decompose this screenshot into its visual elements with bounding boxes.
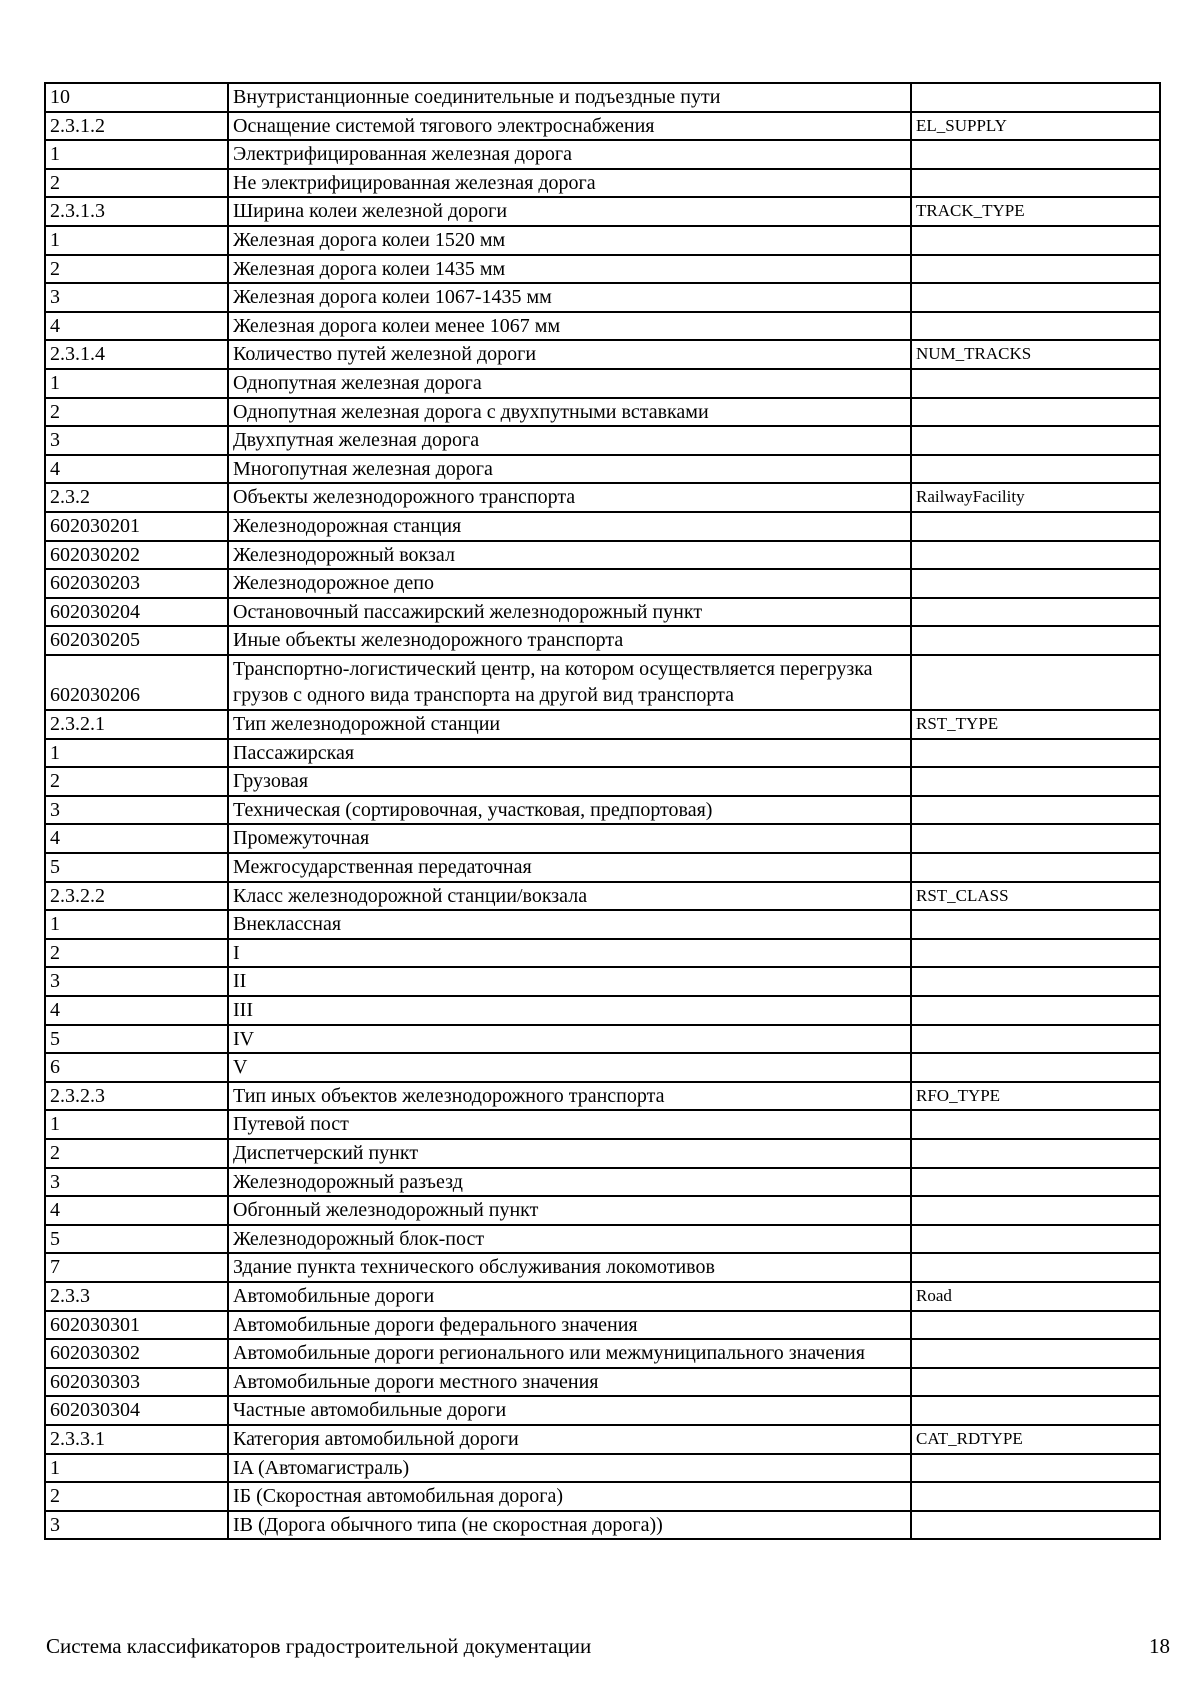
description-cell: Двухпутная железная дорога — [228, 426, 911, 455]
code-cell: 5 — [45, 1225, 228, 1254]
description-cell: IБ (Скоростная автомобильная дорога) — [228, 1482, 911, 1511]
code-cell: 3 — [45, 1511, 228, 1540]
attribute-cell — [911, 1454, 1160, 1483]
table-row — [45, 112, 1160, 141]
attribute-cell — [911, 1253, 1160, 1282]
description-cell: Межгосударственная передаточная — [228, 853, 911, 882]
table-row — [45, 140, 1160, 169]
code-cell: 602030301 — [45, 1311, 228, 1340]
table-row — [45, 483, 1160, 512]
code-cell: 1 — [45, 910, 228, 939]
table-row — [45, 796, 1160, 825]
description-cell: Железная дорога колеи 1067-1435 мм — [228, 283, 911, 312]
description-cell: Иные объекты железнодорожного транспорта — [228, 626, 911, 655]
attribute-cell — [911, 1311, 1160, 1340]
table-row — [45, 226, 1160, 255]
attribute-cell — [911, 853, 1160, 882]
table-row — [45, 1139, 1160, 1168]
description-cell: II — [228, 967, 911, 996]
attribute-cell — [911, 739, 1160, 768]
attribute-cell — [911, 967, 1160, 996]
table-row — [45, 1082, 1160, 1111]
table-row — [45, 767, 1160, 796]
description-cell: Остановочный пассажирский железнодорожный пункт — [228, 598, 911, 627]
code-cell: 3 — [45, 1168, 228, 1197]
attribute-cell: CAT_RDTYPE — [911, 1425, 1160, 1454]
code-cell: 2 — [45, 1482, 228, 1511]
table-row — [45, 1511, 1160, 1540]
table-row — [45, 169, 1160, 198]
table-row — [45, 1282, 1160, 1311]
code-cell: 2.3.2.3 — [45, 1082, 228, 1111]
attribute-cell — [911, 369, 1160, 398]
attribute-cell — [911, 1139, 1160, 1168]
description-cell: Железнодорожная станция — [228, 512, 911, 541]
code-cell: 7 — [45, 1253, 228, 1282]
table-row — [45, 197, 1160, 226]
description-cell: Транспортно-логистический центр, на котором осуществляется перегрузка грузов с одного вида транспорта на другой вид транспорта — [228, 655, 911, 710]
attribute-cell — [911, 1225, 1160, 1254]
table-row — [45, 283, 1160, 312]
attribute-cell — [911, 767, 1160, 796]
code-cell: 4 — [45, 312, 228, 341]
description-cell: Обгонный железнодорожный пункт — [228, 1196, 911, 1225]
table-row — [45, 369, 1160, 398]
table-row — [45, 882, 1160, 911]
attribute-cell — [911, 796, 1160, 825]
attribute-cell — [911, 939, 1160, 968]
code-cell: 2 — [45, 939, 228, 968]
attribute-cell — [911, 1396, 1160, 1425]
attribute-cell — [911, 1053, 1160, 1082]
attribute-cell: RFO_TYPE — [911, 1082, 1160, 1111]
table-row — [45, 939, 1160, 968]
code-cell: 1 — [45, 140, 228, 169]
code-cell: 2 — [45, 767, 228, 796]
table-row — [45, 1225, 1160, 1254]
table-row — [45, 655, 1160, 710]
attribute-cell — [911, 140, 1160, 169]
description-cell: Автомобильные дороги регионального или межмуниципального значения — [228, 1339, 911, 1368]
table-row — [45, 1311, 1160, 1340]
code-cell: 2.3.3 — [45, 1282, 228, 1311]
table-row — [45, 1110, 1160, 1139]
table-row — [45, 1196, 1160, 1225]
table-row — [45, 626, 1160, 655]
table-row — [45, 312, 1160, 341]
description-cell: Однопутная железная дорога с двухпутными вставками — [228, 398, 911, 427]
code-cell: 1 — [45, 739, 228, 768]
table-row — [45, 710, 1160, 739]
code-cell: 602030204 — [45, 598, 228, 627]
code-cell: 602030206 — [45, 655, 228, 710]
code-cell: 4 — [45, 996, 228, 1025]
description-cell: Тип железнодорожной станции — [228, 710, 911, 739]
attribute-cell — [911, 169, 1160, 198]
description-cell: Оснащение системой тягового электроснабжения — [228, 112, 911, 141]
table-row — [45, 1368, 1160, 1397]
attribute-cell — [911, 512, 1160, 541]
code-cell: 3 — [45, 283, 228, 312]
classifier-table-body — [45, 83, 1160, 1539]
code-cell: 2.3.1.4 — [45, 340, 228, 369]
description-cell: Здание пункта технического обслуживания локомотивов — [228, 1253, 911, 1282]
attribute-cell — [911, 910, 1160, 939]
description-cell: Электрифицированная железная дорога — [228, 140, 911, 169]
attribute-cell — [911, 283, 1160, 312]
table-row — [45, 824, 1160, 853]
table-row — [45, 541, 1160, 570]
code-cell: 2 — [45, 1139, 228, 1168]
table-row — [45, 996, 1160, 1025]
description-cell: Грузовая — [228, 767, 911, 796]
description-cell: III — [228, 996, 911, 1025]
attribute-cell — [911, 1482, 1160, 1511]
code-cell: 602030302 — [45, 1339, 228, 1368]
table-row — [45, 83, 1160, 112]
code-cell: 2 — [45, 169, 228, 198]
table-row — [45, 739, 1160, 768]
attribute-cell — [911, 569, 1160, 598]
attribute-cell — [911, 226, 1160, 255]
attribute-cell — [911, 626, 1160, 655]
description-cell: Пассажирская — [228, 739, 911, 768]
description-cell: Железная дорога колеи менее 1067 мм — [228, 312, 911, 341]
code-cell: 5 — [45, 1025, 228, 1054]
description-cell: IA (Автомагистраль) — [228, 1454, 911, 1483]
table-row — [45, 1454, 1160, 1483]
attribute-cell — [911, 996, 1160, 1025]
description-cell: Автомобильные дороги федерального значения — [228, 1311, 911, 1340]
attribute-cell — [911, 1110, 1160, 1139]
description-cell: Не электрифицированная железная дорога — [228, 169, 911, 198]
code-cell: 10 — [45, 83, 228, 112]
description-cell: Автомобильные дороги — [228, 1282, 911, 1311]
attribute-cell — [911, 1025, 1160, 1054]
description-cell: Железнодорожное депо — [228, 569, 911, 598]
table-row — [45, 426, 1160, 455]
description-cell: Категория автомобильной дороги — [228, 1425, 911, 1454]
code-cell: 3 — [45, 967, 228, 996]
description-cell: Железнодорожный блок-пост — [228, 1225, 911, 1254]
code-cell: 602030203 — [45, 569, 228, 598]
code-cell: 6 — [45, 1053, 228, 1082]
description-cell: Железная дорога колеи 1435 мм — [228, 255, 911, 284]
description-cell: Железнодорожный вокзал — [228, 541, 911, 570]
attribute-cell — [911, 426, 1160, 455]
attribute-cell — [911, 1339, 1160, 1368]
attribute-cell — [911, 83, 1160, 112]
description-cell: Объекты железнодорожного транспорта — [228, 483, 911, 512]
code-cell: 2.3.2.2 — [45, 882, 228, 911]
table-row — [45, 512, 1160, 541]
table-row — [45, 1053, 1160, 1082]
table-row — [45, 1396, 1160, 1425]
table-row — [45, 853, 1160, 882]
description-cell: Железная дорога колеи 1520 мм — [228, 226, 911, 255]
table-row — [45, 1425, 1160, 1454]
table-row — [45, 967, 1160, 996]
code-cell: 2 — [45, 255, 228, 284]
description-cell: Количество путей железной дороги — [228, 340, 911, 369]
code-cell: 1 — [45, 1454, 228, 1483]
code-cell: 1 — [45, 1110, 228, 1139]
code-cell: 4 — [45, 1196, 228, 1225]
description-cell: Железнодорожный разъезд — [228, 1168, 911, 1197]
table-row — [45, 1339, 1160, 1368]
attribute-cell — [911, 1168, 1160, 1197]
attribute-cell — [911, 455, 1160, 484]
code-cell: 602030303 — [45, 1368, 228, 1397]
attribute-cell: EL_SUPPLY — [911, 112, 1160, 141]
description-cell: Внутристанционные соединительные и подъездные пути — [228, 83, 911, 112]
description-cell: IV — [228, 1025, 911, 1054]
table-row — [45, 255, 1160, 284]
table-row — [45, 598, 1160, 627]
code-cell: 602030201 — [45, 512, 228, 541]
description-cell: Диспетчерский пункт — [228, 1139, 911, 1168]
code-cell: 3 — [45, 796, 228, 825]
attribute-cell — [911, 598, 1160, 627]
description-cell: IВ (Дорога обычного типа (не скоростная дорога)) — [228, 1511, 911, 1540]
code-cell: 5 — [45, 853, 228, 882]
table-row — [45, 1025, 1160, 1054]
attribute-cell — [911, 655, 1160, 710]
classifier-table — [44, 82, 1161, 1540]
attribute-cell: Road — [911, 1282, 1160, 1311]
description-cell: Ширина колеи железной дороги — [228, 197, 911, 226]
attribute-cell: RailwayFacility — [911, 483, 1160, 512]
description-cell: Однопутная железная дорога — [228, 369, 911, 398]
description-cell: Частные автомобильные дороги — [228, 1396, 911, 1425]
code-cell: 602030202 — [45, 541, 228, 570]
description-cell: Внеклассная — [228, 910, 911, 939]
table-row — [45, 569, 1160, 598]
table-row — [45, 398, 1160, 427]
page-number: 18 — [1149, 1634, 1170, 1658]
attribute-cell: RST_CLASS — [911, 882, 1160, 911]
attribute-cell — [911, 541, 1160, 570]
table-row — [45, 1168, 1160, 1197]
code-cell: 602030304 — [45, 1396, 228, 1425]
attribute-cell — [911, 1196, 1160, 1225]
attribute-cell — [911, 1511, 1160, 1540]
code-cell: 4 — [45, 824, 228, 853]
description-cell: Многопутная железная дорога — [228, 455, 911, 484]
description-cell: Класс железнодорожной станции/вокзала — [228, 882, 911, 911]
code-cell: 2 — [45, 398, 228, 427]
footer-text: Система классификаторов градостроительной документации — [46, 1634, 592, 1658]
code-cell: 602030205 — [45, 626, 228, 655]
table-row — [45, 340, 1160, 369]
table-row — [45, 910, 1160, 939]
description-cell: Тип иных объектов железнодорожного транспорта — [228, 1082, 911, 1111]
code-cell: 2.3.1.3 — [45, 197, 228, 226]
description-cell: Путевой пост — [228, 1110, 911, 1139]
table-row — [45, 1482, 1160, 1511]
code-cell: 3 — [45, 426, 228, 455]
table-row — [45, 1253, 1160, 1282]
description-cell: V — [228, 1053, 911, 1082]
description-cell: I — [228, 939, 911, 968]
table-row — [45, 455, 1160, 484]
attribute-cell — [911, 824, 1160, 853]
attribute-cell — [911, 312, 1160, 341]
code-cell: 2.3.2.1 — [45, 710, 228, 739]
code-cell: 2.3.2 — [45, 483, 228, 512]
attribute-cell: RST_TYPE — [911, 710, 1160, 739]
attribute-cell — [911, 255, 1160, 284]
code-cell: 2.3.3.1 — [45, 1425, 228, 1454]
description-cell: Автомобильные дороги местного значения — [228, 1368, 911, 1397]
description-cell: Техническая (сортировочная, участковая, предпортовая) — [228, 796, 911, 825]
code-cell: 1 — [45, 226, 228, 255]
code-cell: 4 — [45, 455, 228, 484]
code-cell: 2.3.1.2 — [45, 112, 228, 141]
attribute-cell — [911, 398, 1160, 427]
attribute-cell: TRACK_TYPE — [911, 197, 1160, 226]
attribute-cell — [911, 1368, 1160, 1397]
code-cell: 1 — [45, 369, 228, 398]
attribute-cell: NUM_TRACKS — [911, 340, 1160, 369]
description-cell: Промежуточная — [228, 824, 911, 853]
